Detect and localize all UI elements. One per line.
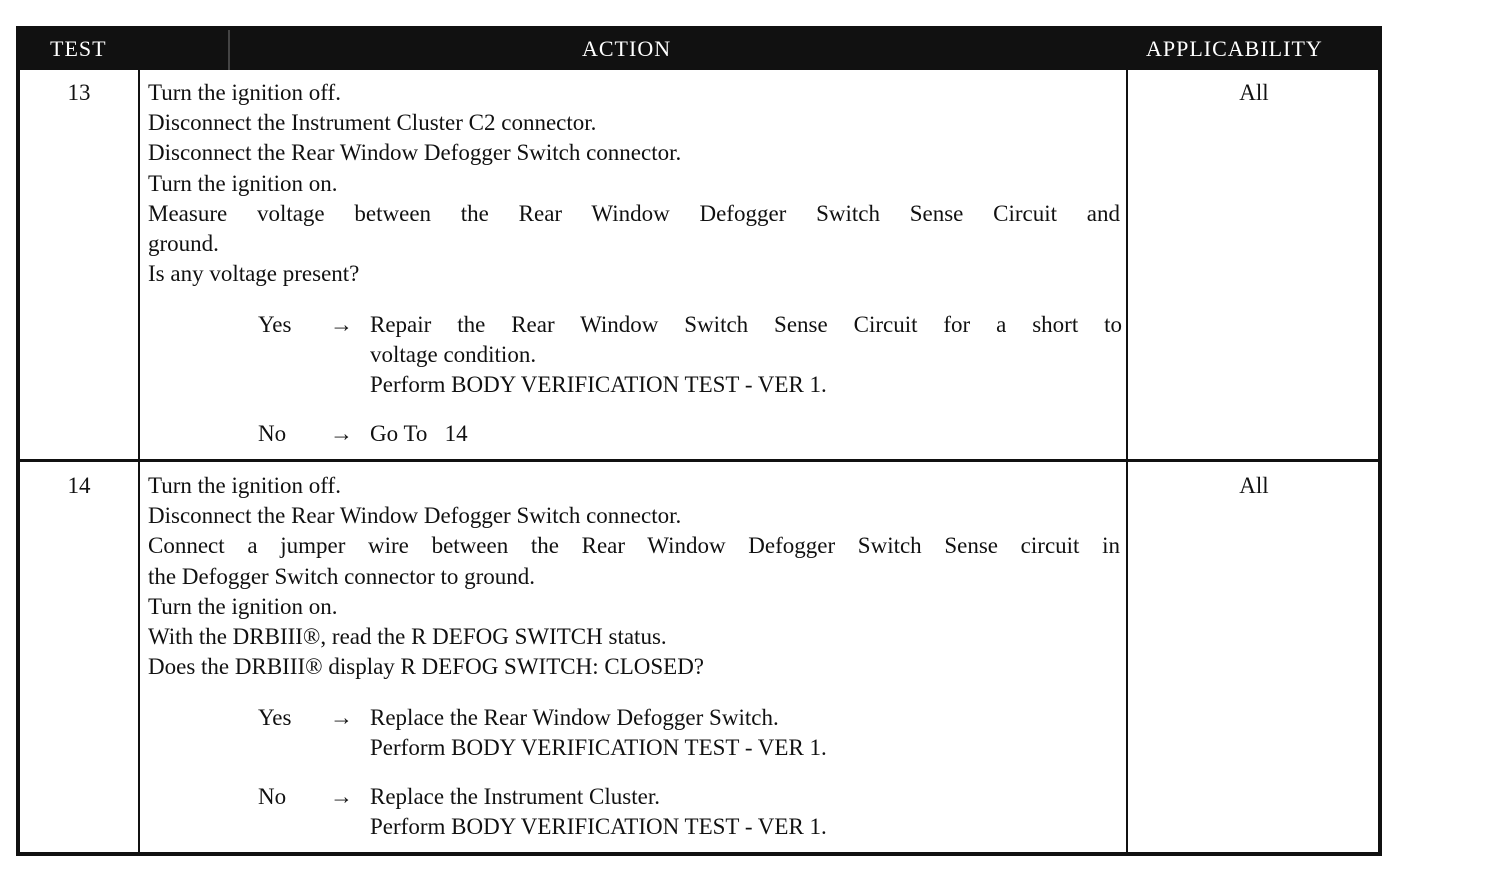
arrow-right-icon: → [330,784,353,809]
step-line: the Defogger Switch connector to ground. [148,563,536,589]
applicability-value: All [1239,80,1269,105]
step-line: Disconnect the Rear Window Defogger Switch connector. [148,140,682,166]
response-line: Perform BODY VERIFICATION TEST - VER 1. [370,814,827,840]
step-line: Disconnect the Rear Window Defogger Switch connector. [148,503,682,529]
arrow-right-icon: → [330,705,353,730]
test-number: 13 [67,80,91,105]
step-line: Turn the ignition on. [148,593,338,619]
response-label: Yes [258,705,292,730]
response-label: Yes [258,312,292,337]
step-line: With the DRBIII®, read the R DEFOG SWITCH status. [148,624,667,650]
step-line: Turn the ignition on. [148,170,338,196]
step-line: Does the DRBIII® display R DEFOG SWITCH: CLOSED? [148,654,705,680]
test-steps [148,471,1120,682]
table-header [20,30,1378,70]
response-line: Go To 14 [370,421,468,446]
response-line: Repair the Rear Window Switch Sense Circuit for a short to [370,312,1122,337]
header-divider [228,30,230,70]
response-line: voltage condition. [370,342,537,368]
arrow-right-icon: → [330,421,353,446]
arrow-right-icon: → [330,312,353,337]
response-text [370,419,1122,449]
step-line: Turn the ignition off. [148,80,341,105]
response-text [370,310,1122,401]
step-line: Is any voltage present? [148,261,360,287]
row-divider [20,459,1378,462]
response-line: Perform BODY VERIFICATION TEST - VER 1. [370,735,827,761]
applicability-value: All [1239,473,1269,498]
step-line: Disconnect the Instrument Cluster C2 connector. [148,110,597,136]
step-line: Turn the ignition off. [148,473,341,498]
step-line: Measure voltage between the Rear Window Defogger Switch Sense Circuit and [148,200,1120,226]
step-line: ground. [148,231,219,257]
response-label: No [258,784,287,809]
response-label: No [258,421,287,446]
diagnostic-test-table [16,26,1382,856]
response-text [370,703,1122,763]
header-test: TEST [50,36,107,61]
test-steps [148,78,1120,289]
test-number: 14 [67,473,91,498]
response-line: Replace the Instrument Cluster. [370,784,660,809]
step-line: Connect a jumper wire between the Rear Window Defogger Switch Sense circuit in [148,533,1120,559]
response-line: Replace the Rear Window Defogger Switch. [370,705,779,730]
response-line: Perform BODY VERIFICATION TEST - VER 1. [370,372,827,398]
response-text [370,782,1122,842]
header-action: ACTION [582,36,672,61]
header-applicability: APPLICABILITY [1146,36,1323,61]
